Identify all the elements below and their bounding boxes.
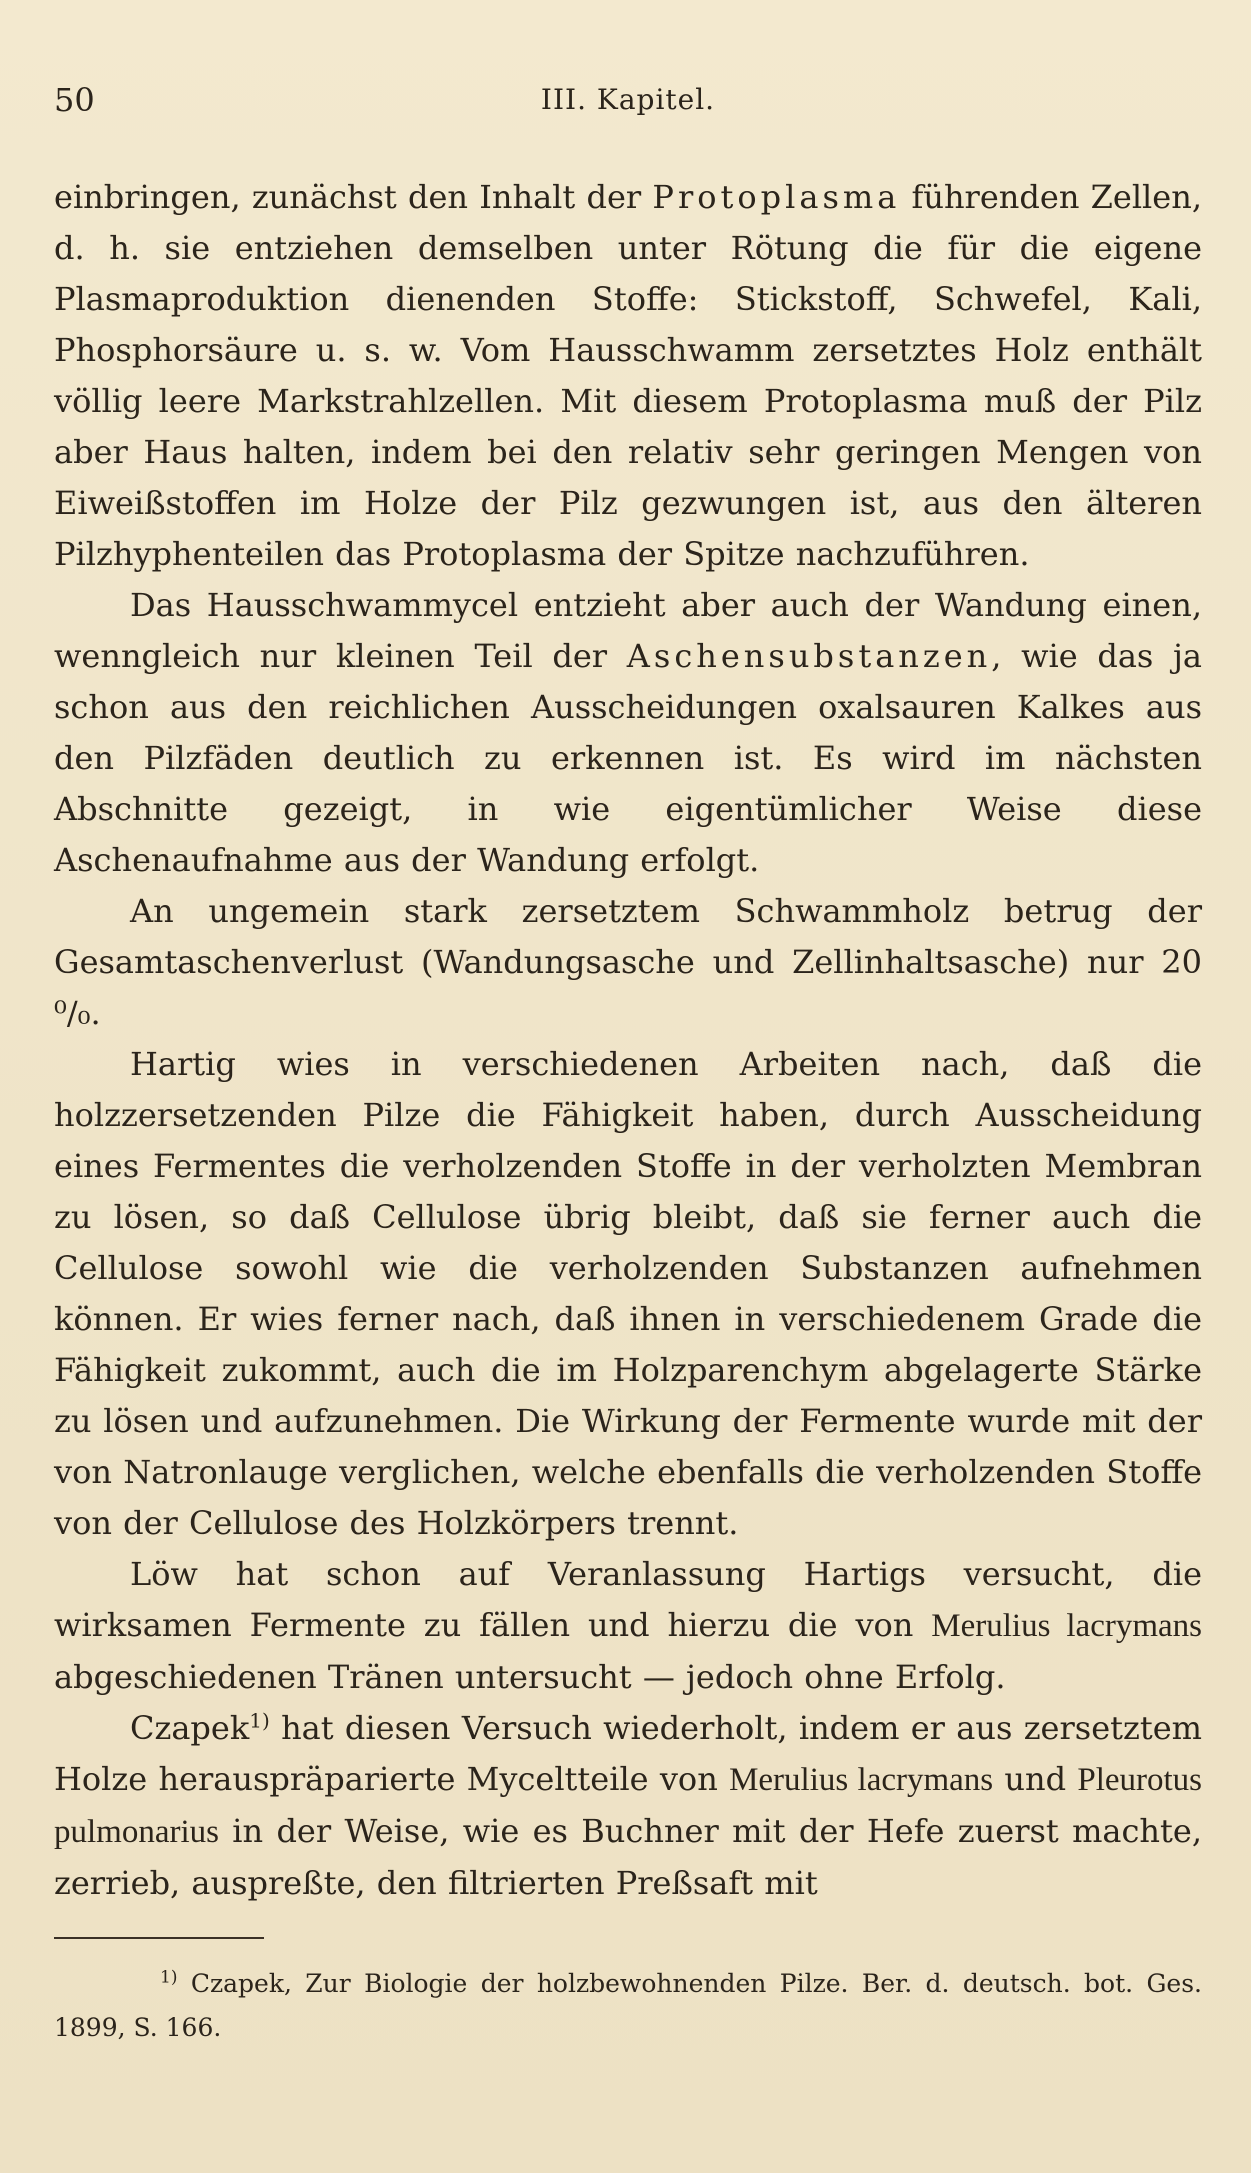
paragraph-1-text-a: einbringen, zunächst den Inhalt der (54, 178, 653, 216)
latin-name-merulius-2: Merulius lacrymans (729, 1762, 994, 1798)
paragraph-5 (54, 1549, 1202, 1703)
paragraph-6-text-c: in der Weise, wie es Buchner mit der Hefe zuerst machte, zerrieb, auspreßte, den filtrierten Preßsaft mit (54, 1812, 1202, 1902)
paragraph-2 (54, 580, 1202, 886)
paragraph-5-text-b: abgeschiedenen Tränen untersucht — jedoch ohne Erfolg. (54, 1658, 1006, 1696)
footnote-reference: 1) (249, 1708, 270, 1733)
page-number: 50 (54, 81, 95, 119)
emphasized-term-protoplasma: Protoplasma (652, 178, 901, 216)
footnote-divider (54, 1937, 264, 1939)
footnote (54, 1962, 1202, 2050)
latin-name-merulius: Merulius lacrymans (931, 1608, 1202, 1644)
running-head: III. Kapitel. (540, 83, 716, 116)
paragraph-6-text-b: und (993, 1760, 1078, 1798)
paragraph-5-text-a: Löw hat schon auf Veranlassung Hartigs versucht, die wirksamen Fermente zu fällen und hierzu die von (54, 1555, 1202, 1644)
paragraph-6-text-a: hat diesen Versuch wiederholt, indem er aus zersetztem Holze herauspräparierte Myceltteile von (54, 1709, 1202, 1798)
emphasized-term-aschensubstanzen: Aschensubstanzen (626, 637, 992, 675)
paragraph-4: Hartig wies in verschiedenen Arbeiten nach, daß die holzzersetzenden Pilze die Fähigkeit haben, durch Ausscheidung eines Fermentes die verholzenden Stoffe in der verholzten Membran zu lösen, so daß Cellulose übrig bleibt, daß sie ferner auch die Cellulose sowohl wie die verholzenden Substanzen aufnehmen können. Er wies ferner nach, daß ihnen in verschiedenem Grade die Fähigkeit zukommt, auch die im Holzparenchym abgelagerte Stärke zu lösen und aufzunehmen. Die Wirkung der Fermente wurde mit der von Natronlauge verglichen, welche ebenfalls die verholzenden Stoffe von der Cellulose des Holzkörpers trennt. (54, 1045, 1202, 1542)
author-czapek: Czapek (130, 1709, 250, 1747)
footnote-text: Czapek, Zur Biologie der holzbewohnenden Pilze. Ber. d. deutsch. bot. Ges. 1899, S. 166. (54, 1969, 1202, 2042)
footnote-marker: 1) (160, 1967, 178, 1988)
body-text (54, 172, 1202, 1909)
paragraph-3: An ungemein stark zersetztem Schwammholz betrug der Gesamtaschenverlust (Wandungsasche und Zellinhaltsasche) nur 20 ⁰/₀. (54, 892, 1202, 1032)
paragraph-1 (54, 172, 1202, 580)
paragraph-1-text-b: führenden Zellen, d. h. sie entziehen demselben unter Rötung die für die eigene Plasmaproduktion dienenden Stoffe: Stickstoff, Schwefel, Kali, Phosphorsäure u. s. w. Vom Hausschwamm zersetztes Holz enthält völlig leere Markstrahlzellen. Mit diesem Protoplasma muß der Pilz aber Haus halten, indem bei den relativ sehr geringen Mengen von Eiweißstoffen im Holze der Pilz gezwungen ist, aus den älteren Pilzhyphenteilen das Protoplasma der Spitze nachzuführen. (54, 178, 1203, 573)
page-header (54, 80, 1202, 120)
paragraph-2-text-b: , wie das ja schon aus den reichlichen Ausscheidungen oxalsauren Kalkes aus den Pilzfäden deutlich zu erkennen ist. Es wird im nächsten Abschnitte gezeigt, in wie eigentümlicher Weise diese Aschenaufnahme aus der Wandung erfolgt. (54, 637, 1203, 879)
paragraph-2-text-a: Das Hausschwammycel entzieht aber auch der Wandung einen, wenngleich nur kleinen Teil der (54, 586, 1202, 675)
paragraph-6 (54, 1703, 1202, 1909)
latin-name-pleurotus: Pleurotus pulmonarius (54, 1762, 1203, 1850)
